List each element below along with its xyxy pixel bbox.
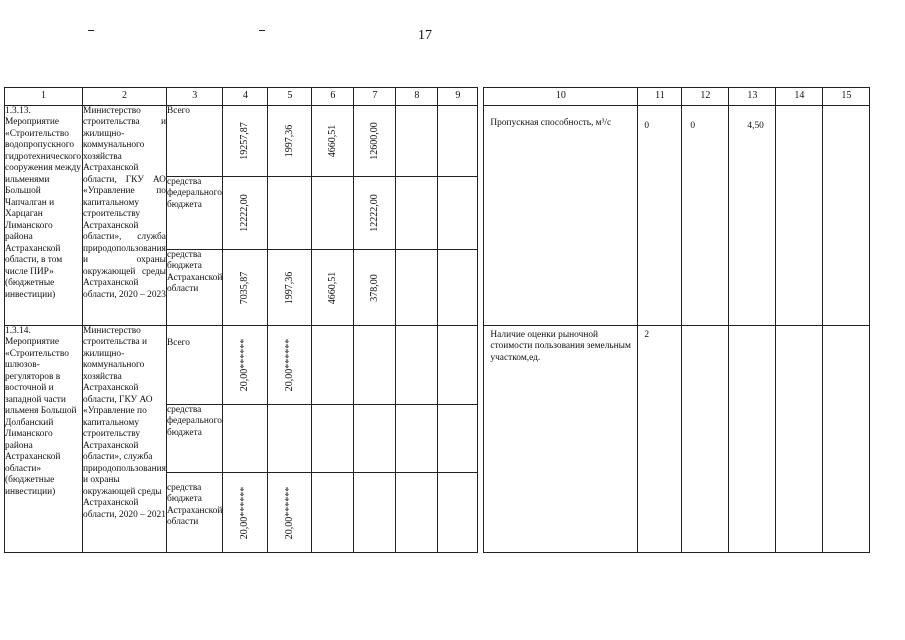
table-row xyxy=(5,106,870,177)
column-header: 14 xyxy=(776,88,823,106)
value-cell xyxy=(354,250,396,326)
funding-source: средства бюджета Астраханской области xyxy=(166,250,222,326)
value-cell xyxy=(438,250,478,326)
value-cell xyxy=(223,405,268,473)
indicator-value: 0 xyxy=(682,106,729,326)
indicator-value: 2 xyxy=(638,326,682,553)
value-cell xyxy=(438,405,478,473)
value-cell xyxy=(223,177,268,250)
header-row xyxy=(5,88,870,106)
value-cell xyxy=(268,473,312,553)
value-text: 12222,00 xyxy=(239,194,251,232)
value-text: 12600,00 xyxy=(368,122,380,160)
column-header: 3 xyxy=(166,88,222,106)
indicator-value xyxy=(823,106,870,326)
value-cell xyxy=(396,326,438,405)
value-cell xyxy=(312,473,354,553)
table-row xyxy=(5,326,870,405)
value-cell xyxy=(438,106,478,177)
column-header: 9 xyxy=(438,88,478,106)
value-text: 7035,87 xyxy=(239,271,251,304)
funding-source: средства бюджета Астраханской области xyxy=(166,473,222,553)
value-text: 20,00****** xyxy=(239,486,251,539)
value-cell xyxy=(223,473,268,553)
value-cell xyxy=(354,473,396,553)
indicator-value xyxy=(776,326,823,553)
value-text: 12222,00 xyxy=(368,194,380,232)
indicator-value: 0 xyxy=(638,106,682,326)
measure-name-cell: 1.3.13. Мероприятие «Строительство водопропускного гидротехнического сооружения между ильменями Большой Чапчалган и Харцаган Лиманского района Астраханской области, в том числе ПИР» (бюджетные инвестиции) xyxy=(5,106,83,326)
page-number: 17 xyxy=(418,28,432,43)
value-cell xyxy=(268,250,312,326)
indicator-value xyxy=(682,326,729,553)
indicator-cell: Наличие оценки рыночной стоимости пользования земельным участком,ед. xyxy=(484,326,638,553)
value-cell xyxy=(396,473,438,553)
column-header: 2 xyxy=(83,88,167,106)
column-header: 5 xyxy=(268,88,312,106)
executor-cell: Министерство строительства и жилищно-коммунального хозяйства Астраханской области, ГКУ АО «Управление по капитальному строительству Астраханской области», служба природопользования и охраны окружающей среды Астраханской области, 2020 – 2021 xyxy=(83,326,167,553)
value-text: 1997,36 xyxy=(283,124,295,158)
value-cell xyxy=(268,405,312,473)
value-cell xyxy=(312,177,354,250)
indicator-value xyxy=(823,326,870,553)
value-cell xyxy=(223,326,268,405)
value-cell xyxy=(438,473,478,553)
value-cell xyxy=(438,177,478,250)
value-cell xyxy=(223,106,268,177)
value-cell xyxy=(312,250,354,326)
column-header: 6 xyxy=(312,88,354,106)
indicator-value: 4,50 xyxy=(729,106,776,326)
executor-cell: Министерство строительства и жилищно-коммунального хозяйства Астраханской области, ГКУ АО «Управление по капитальному строительству Астраханской области», служба природопользования и охраны окружающей среды Астраханской области, 2020 – 2023 xyxy=(83,106,167,326)
scan-mark xyxy=(259,30,265,31)
program-table xyxy=(4,87,870,553)
value-cell xyxy=(354,177,396,250)
value-cell xyxy=(354,405,396,473)
indicator-value xyxy=(776,106,823,326)
column-header: 1 xyxy=(5,88,83,106)
column-header: 15 xyxy=(823,88,870,106)
value-cell xyxy=(396,177,438,250)
value-cell xyxy=(312,106,354,177)
funding-source: средства федерального бюджета xyxy=(166,405,222,473)
value-cell xyxy=(354,106,396,177)
value-text: 20,00****** xyxy=(283,338,295,392)
value-cell xyxy=(268,177,312,250)
value-text: 20,00****** xyxy=(239,338,251,392)
value-text: 378,00 xyxy=(368,273,380,302)
value-cell xyxy=(312,405,354,473)
value-cell xyxy=(396,106,438,177)
scan-mark xyxy=(88,30,94,31)
column-header: 10 xyxy=(484,88,638,106)
value-cell xyxy=(268,106,312,177)
measure-name-cell: 1.3.14. Мероприятие «Строительство шлюзов-регуляторов в восточной и западной части ильменя Большой Долбанский Лиманского района Астраханской области» (бюджетные инвестиции) xyxy=(5,326,83,553)
value-cell xyxy=(354,326,396,405)
column-header: 4 xyxy=(223,88,268,106)
column-header: 7 xyxy=(354,88,396,106)
column-header: 11 xyxy=(638,88,682,106)
value-text: 4660,51 xyxy=(326,124,338,158)
value-text: 1997,36 xyxy=(283,271,295,304)
column-header: 12 xyxy=(682,88,729,106)
indicator-value xyxy=(729,326,776,553)
funding-source: Всего xyxy=(166,326,222,405)
value-text: 20,00****** xyxy=(283,486,295,539)
value-text: 4660,51 xyxy=(326,271,338,304)
value-cell xyxy=(438,326,478,405)
column-header: 8 xyxy=(396,88,438,106)
value-cell xyxy=(396,405,438,473)
column-header: 13 xyxy=(729,88,776,106)
value-cell xyxy=(223,250,268,326)
funding-source: средства федерального бюджета xyxy=(166,177,222,250)
indicator-cell: Пропускная способность, м³/с xyxy=(484,106,638,326)
funding-source: Всего xyxy=(166,106,222,177)
value-cell xyxy=(396,250,438,326)
value-cell xyxy=(268,326,312,405)
value-text: 19257,87 xyxy=(239,122,251,160)
value-cell xyxy=(312,326,354,405)
